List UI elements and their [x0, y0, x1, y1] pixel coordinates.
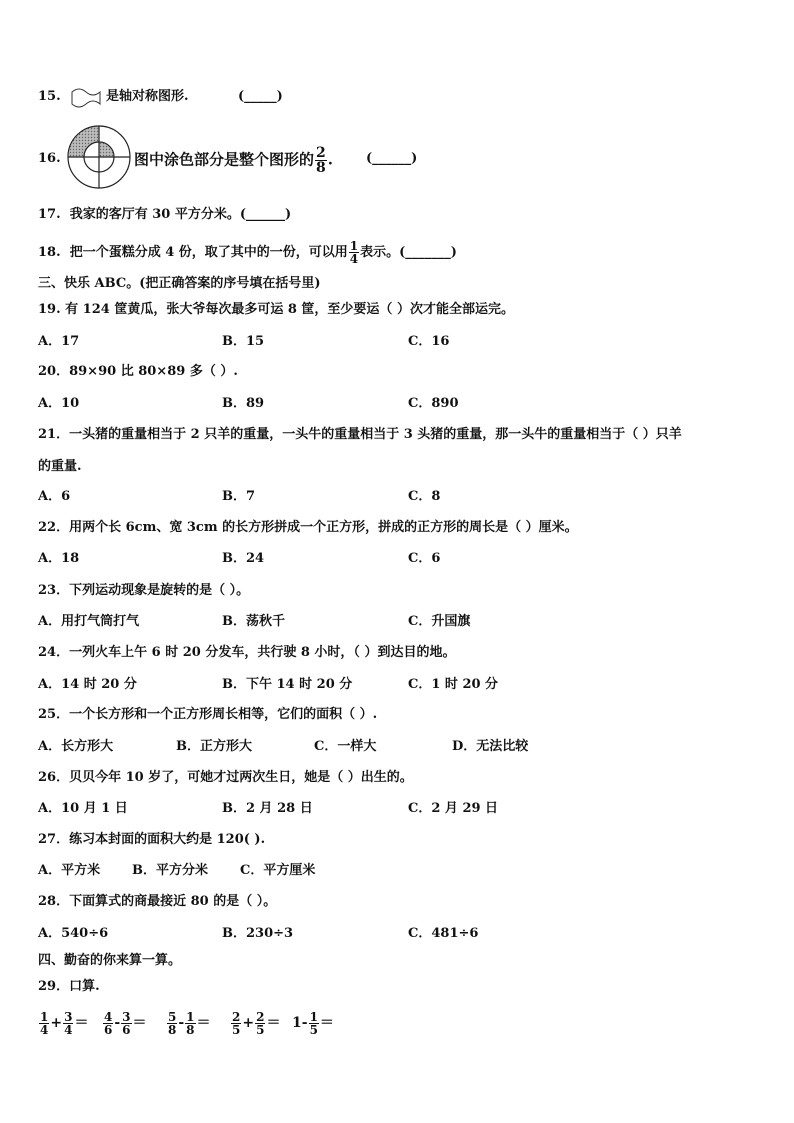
option-c[interactable]: C．8 — [408, 489, 441, 504]
question-number: 15. — [38, 89, 61, 104]
question-16: 16. — [38, 151, 61, 166]
question-17: 17. 我家的客厅有 30 平方分米。(______) — [38, 207, 292, 222]
question-20: 20．89×90 比 80×89 多（ ）. — [38, 364, 238, 379]
question-16-text: 图中涂色部分是整个图形的 $\frac{2}{8}$ . — [134, 145, 333, 176]
question-19: 19. 有 124 筐黄瓜，张大爷每次最多可运 8 筐，至少要运（ ）次才能全部运完。 — [38, 302, 514, 317]
option-b[interactable]: B．89 — [222, 396, 265, 411]
option-a[interactable]: A．用打气筒打气 — [38, 614, 140, 629]
flag-shape-icon — [70, 86, 102, 108]
question-15 — [38, 88, 61, 106]
option-c[interactable]: C．1 时 20 分 — [408, 677, 499, 692]
fraction: $\frac{1}{4}$ — [349, 239, 359, 266]
question-22: 22．用两个长 6cm、宽 3cm 的长方形拼成一个正方形，拼成的正方形的周长是（ ）厘米。 — [38, 520, 578, 535]
arithmetic-item: 1- $\frac{1}{5}$ ＝ — [292, 1009, 334, 1037]
option-a[interactable]: A．10 — [38, 396, 80, 411]
answer-blank[interactable]: (_____) — [238, 89, 283, 104]
answer-blank[interactable]: (______) — [366, 151, 418, 166]
question-21: 21．一头猪的重量相当于 2 只羊的重量，一头牛的重量相当于 3 头猪的重量，那一头牛的重量相当于（ ）只羊 — [38, 427, 682, 442]
section-heading: 四、勤奋的你来算一算。 — [38, 953, 182, 968]
option-a[interactable]: A．14 时 20 分 — [38, 677, 137, 692]
option-b[interactable]: B．230÷3 — [222, 926, 294, 941]
section-heading: 三、快乐 ABC。(把正确答案的序号填在括号里) — [38, 276, 321, 291]
option-a[interactable]: A．长方形大 — [38, 739, 114, 754]
question-15-text: 是轴对称图形. — [106, 89, 189, 104]
option-a[interactable]: A．540÷6 — [38, 926, 109, 941]
question-26: 26．贝贝今年 10 岁了，可她才过两次生日，她是（ ）出生的。 — [38, 770, 413, 785]
question-21-continued: 的重量. — [38, 459, 82, 474]
option-c[interactable]: C．481÷6 — [408, 926, 479, 941]
arithmetic-item: $\frac{5}{8}$ - $\frac{1}{8}$ ＝ — [168, 1009, 211, 1037]
option-a[interactable]: A．17 — [38, 334, 80, 349]
option-b[interactable]: B．2 月 28 日 — [222, 801, 313, 816]
option-b[interactable]: B．下午 14 时 20 分 — [222, 677, 353, 692]
option-b[interactable]: B．7 — [222, 489, 256, 504]
option-a[interactable]: A．平方米 — [38, 863, 101, 878]
option-c[interactable]: C．平方厘米 — [240, 863, 316, 878]
shaded-circle-figure — [66, 124, 132, 190]
option-b[interactable]: B．平方分米 — [132, 863, 208, 878]
option-a[interactable]: A．6 — [38, 489, 71, 504]
fraction: $\frac{2}{8}$ — [316, 145, 326, 176]
option-c[interactable]: C．890 — [408, 396, 459, 411]
question-23: 23．下列运动现象是旋转的是（ ）。 — [38, 583, 250, 598]
question-24: 24．一列火车上午 6 时 20 分发车，共行驶 8 小时，（ ）到达目的地。 — [38, 645, 456, 660]
option-c[interactable]: C．一样大 — [314, 739, 377, 754]
option-b[interactable]: B．荡秋千 — [222, 614, 285, 629]
arithmetic-item: $\frac{1}{4}$ + $\frac{3}{4}$ ＝ — [40, 1009, 89, 1037]
question-18: 18. 把一个蛋糕分成 4 份，取了其中的一份，可以用 $\frac{1}{4}$ 表示。(_______) — [38, 239, 457, 266]
arithmetic-item: $\frac{2}{5}$ + $\frac{2}{5}$ ＝ — [232, 1009, 281, 1037]
question-25: 25．一个长方形和一个正方形周长相等，它们的面积（ ）. — [38, 707, 378, 722]
option-b[interactable]: B．正方形大 — [176, 739, 252, 754]
option-b[interactable]: B．15 — [222, 334, 265, 349]
option-d[interactable]: D．无法比较 — [452, 739, 529, 754]
arithmetic-item: $\frac{4}{6}$ - $\frac{3}{6}$ ＝ — [104, 1009, 147, 1037]
option-a[interactable]: A．10 月 1 日 — [38, 801, 128, 816]
option-c[interactable]: C．升国旗 — [408, 614, 471, 629]
question-28: 28．下面算式的商最接近 80 的是（ ）。 — [38, 894, 277, 909]
option-a[interactable]: A．18 — [38, 551, 80, 566]
option-b[interactable]: B．24 — [222, 551, 265, 566]
option-c[interactable]: C．6 — [408, 551, 441, 566]
option-c[interactable]: C．16 — [408, 334, 450, 349]
question-27: 27．练习本封面的面积大约是 120( ). — [38, 832, 266, 847]
option-c[interactable]: C．2 月 29 日 — [408, 801, 499, 816]
question-29: 29．口算. — [38, 979, 100, 994]
